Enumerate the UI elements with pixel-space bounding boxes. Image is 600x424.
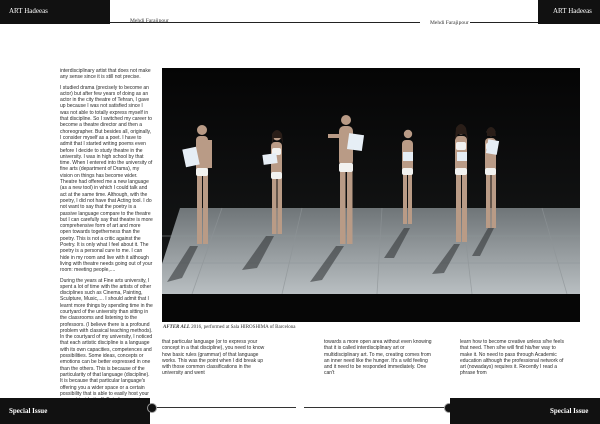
footer-label-left: Special Issue xyxy=(9,407,48,415)
performance-photo xyxy=(162,68,580,322)
header-magazine-title-left: ART Hadeeas xyxy=(9,7,48,15)
header-author-right: Mehdi Farajipour xyxy=(430,20,469,26)
photo-caption xyxy=(163,325,295,330)
body-text-column-2 xyxy=(324,339,432,377)
header-rule-left-long xyxy=(170,22,420,23)
paragraph: towards a more open area without even knowing that it is called interdisciplinary art or multidisciplinary art. To me, creating comes from an inner need like the hunger. It's a wild feeling and it need to be responded immediately. One can't xyxy=(324,339,432,377)
footer-label-right: Special Issue xyxy=(550,407,589,415)
caption-title: AFTER ALL xyxy=(163,325,190,330)
body-text-column-1 xyxy=(162,339,270,377)
page-marker-left xyxy=(147,403,157,413)
paragraph: that particular language (or to express your concept in a that discipline), you need to know how basic rules (grammar) of that language works. This was the point when I did break up with those common classifications in the university and went xyxy=(162,339,265,377)
caption-text: 2016, performed at Sala HIROSHIMA of Barcelona xyxy=(189,325,296,330)
paragraph: learn how to become creative unless s/he feels that need. Then s/he will find his/her way to make it. No need to pass through Academic education although the professional network of art (nowadays) requires it. Recently I read a phrase from xyxy=(460,339,564,377)
paragraph: During the years at Fine arts university, I spent a lot of time with the artists of other disciplines such as Cinema, Painting, Sculpture, Music,.... I should admit that I learnt more things by spending time in the courtyard of the university than sitting in the classrooms and listening to the professors. (I believe there is a profound problem with classical teaching methods). In the courtyard of my university, I noticed that each artistic discipline is a language with its own capacities, competences and possibilities. Some ideas, concepts or emotions can be better expressed in one than the others. This is because of the particularity of that language (discipline). It is because that particular language's offering you a wider space or a certain possibility that is able to easily host your xyxy=(60,277,153,397)
header-rule-right xyxy=(470,22,538,23)
paragraph: I studied drama (precisely to become an actor) but after few years of doing as an actor in the city theatre of Tehran, I gave up because I was not satisfied since I was not able to totally express myself in that discipline. So I switched my career to become a theatre director and then a choreographer. But besides all, originally, I consider myself as a poet. I have to admit that I started writing poems even before I decide to study theatre in the university. I was in high school by that time. When I entered into the university of fine arts (department of Drama), my vision on things has become wider. Theatre had offered me a new language (as a new tool) in which I could talk and act at the same time. Although, with the poetry, I did not have that Acting tool. I do not want to say that the poetry is a passive language compare to the theatre but I can carefully say that theatre is more comprehensive form of art and more open towards togetherness than the poetry. This is not a critic against the Poetry. It is only what I feel about it. The poetry is a personal cure to me. I can hide in my room and live with it although living with theatre needs going out of your room: meeting people,.... xyxy=(60,84,153,274)
footer-rule-right xyxy=(304,407,450,408)
body-text-column-left xyxy=(60,68,153,414)
footer-rule-left xyxy=(150,407,296,408)
header-magazine-title-right: ART Hadeeas xyxy=(553,7,592,15)
header-author-left: Mehdi Farajipour xyxy=(130,18,169,24)
paragraph: interdisciplinary artist that does not make any sense since it is still not precise. xyxy=(60,68,151,81)
body-text-column-3 xyxy=(460,339,568,377)
